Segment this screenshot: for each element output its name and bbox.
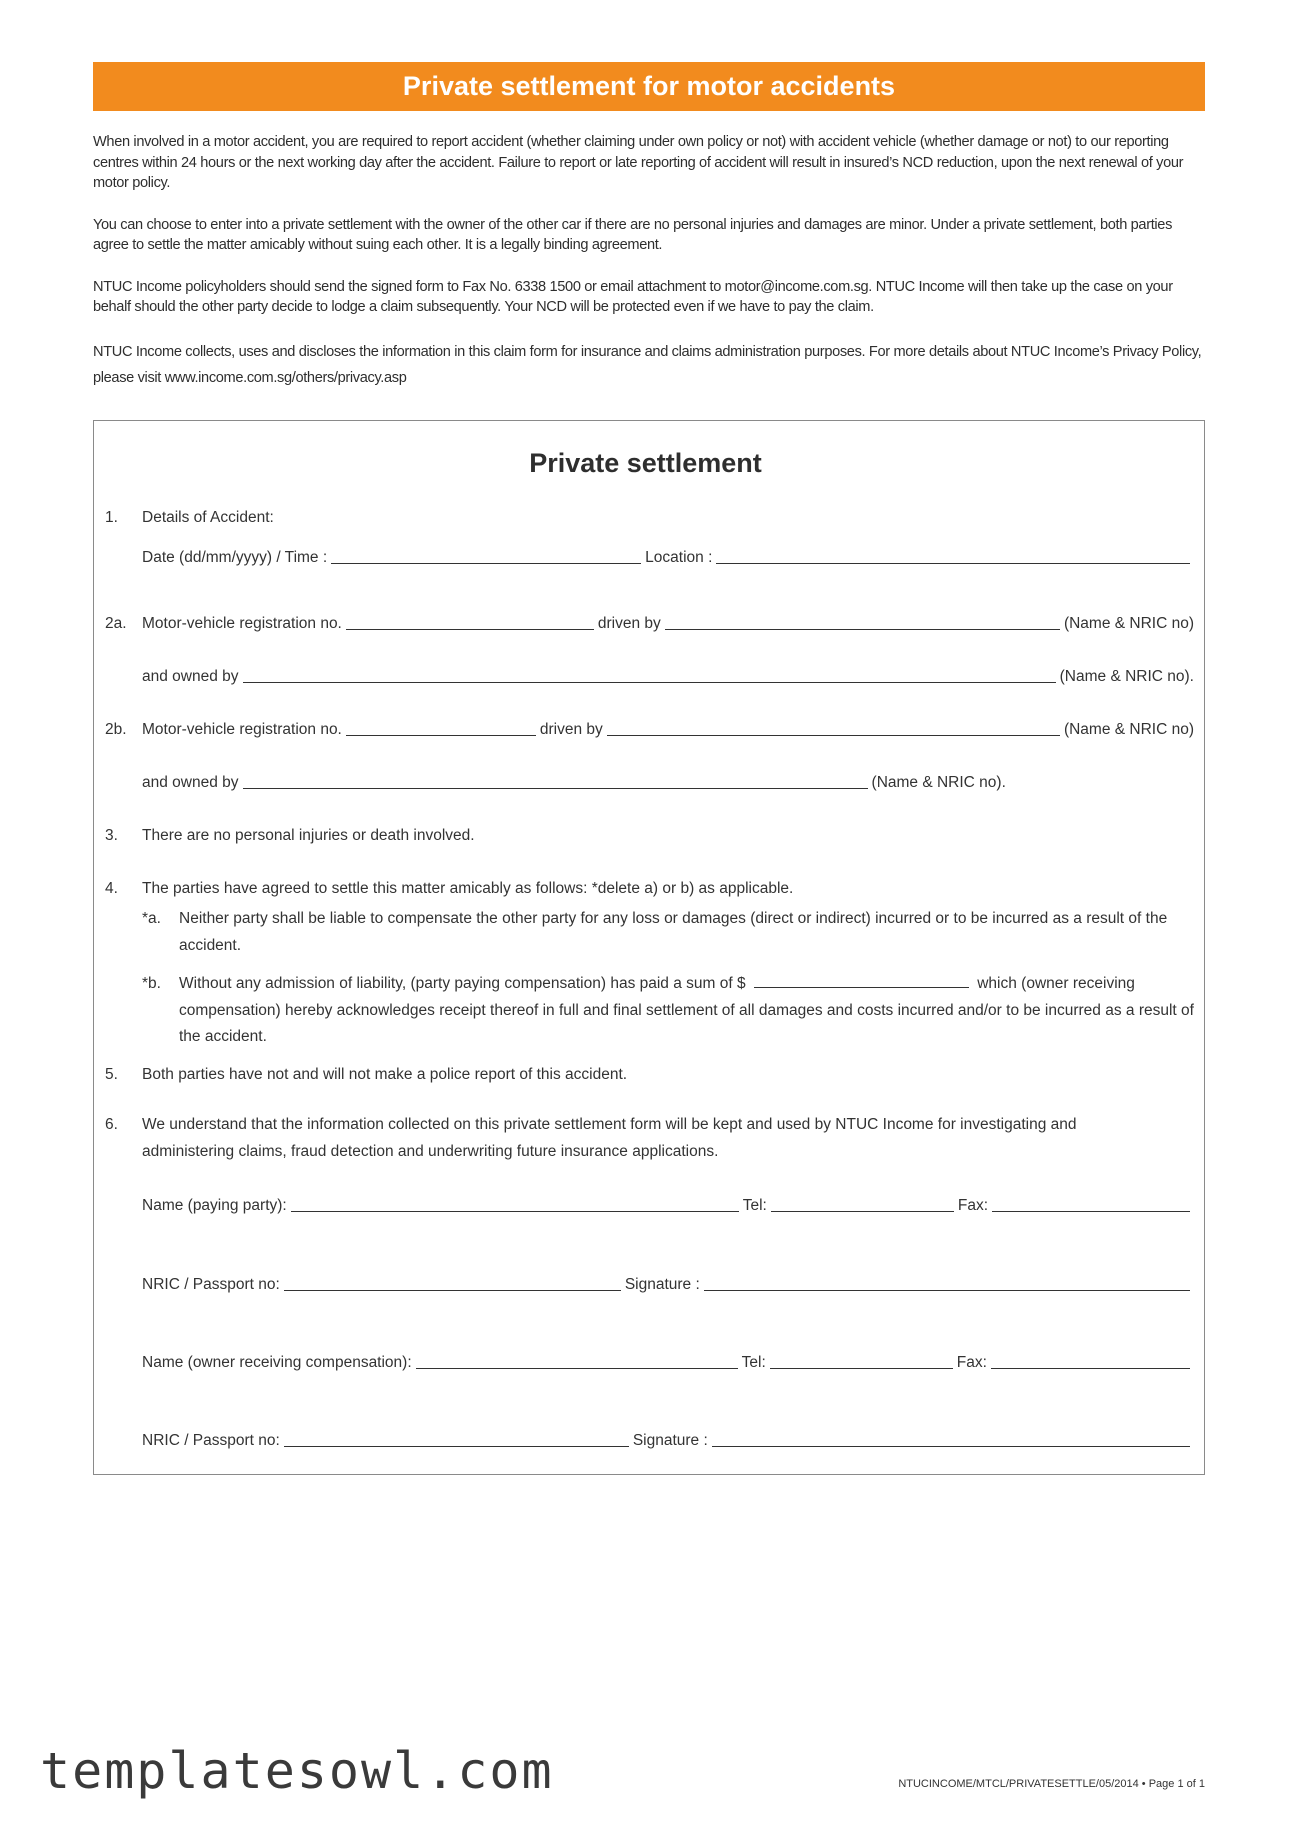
footer-reference: NTUCINCOME/MTCL/PRIVATESETTLE/05/2014 • Page 1 of 1 xyxy=(898,1778,1205,1790)
intro-paragraph-submission: NTUC Income policyholders should send the signed form to Fax No. 6338 1500 or email attachment to motor@income.com.sg. NTUC Income will then take up the case on your behalf should the other party decide to lodge a claim subsequently. Your NCD will be protected even if we have to pay the claim. xyxy=(93,278,1173,315)
vehicle-reg-label: Motor-vehicle registration no. xyxy=(142,615,342,632)
paying-name-field[interactable] xyxy=(291,1197,739,1212)
paying-nric-field[interactable] xyxy=(284,1276,621,1291)
nric-label: NRIC / Passport no: xyxy=(142,1432,280,1449)
section-number: 2a. xyxy=(105,615,127,632)
option-a-paragraph xyxy=(142,906,1194,959)
form-title: Private settlement xyxy=(529,448,762,478)
fax-label: Fax: xyxy=(956,1354,987,1371)
paying-tel-field[interactable] xyxy=(771,1197,954,1212)
compensation-amount-field[interactable] xyxy=(754,975,969,988)
vehicle-b-driver-field[interactable] xyxy=(607,721,1060,736)
driven-by-label: driven by xyxy=(597,615,661,632)
signature-label: Signature : xyxy=(624,1276,700,1293)
section-3-row xyxy=(105,827,1194,845)
section-4-row xyxy=(105,880,1194,898)
section-number: 6. xyxy=(105,1116,118,1133)
nric-label: NRIC / Passport no: xyxy=(142,1276,280,1293)
receiving-fax-field[interactable] xyxy=(991,1354,1190,1369)
section-2b-owner-row xyxy=(105,774,1005,792)
paying-signature-field[interactable] xyxy=(704,1276,1190,1291)
paying-name-label: Name (paying party): xyxy=(142,1197,287,1214)
date-time-field[interactable] xyxy=(331,549,641,564)
location-label: Location : xyxy=(645,549,713,566)
vehicle-a-driver-field[interactable] xyxy=(665,615,1060,630)
intro-paragraph-privacy: NTUC Income collects, uses and discloses the information in this claim form for insurance and claims administration purposes. For more details about NTUC Income’s Privacy Policy, please visit www.income.com.sg/others/privacy.asp xyxy=(93,343,1202,386)
vehicle-b-registration-field[interactable] xyxy=(346,721,536,736)
paying-party-row xyxy=(105,1197,1194,1215)
vehicle-reg-label: Motor-vehicle registration no. xyxy=(142,721,342,738)
vehicle-a-owner-field[interactable] xyxy=(243,668,1056,683)
receiving-nric-row xyxy=(105,1432,1194,1450)
driven-by-label: driven by xyxy=(539,721,603,738)
option-b-text-start: Without any admission of liability, (party paying compensation) has paid a sum of $ xyxy=(179,975,746,992)
name-nric-hint: (Name & NRIC no). xyxy=(871,774,1006,791)
section-number: 5. xyxy=(105,1066,118,1083)
vehicle-b-owner-field[interactable] xyxy=(243,774,868,789)
section-5-text: Both parties have not and will not make a police report of this accident. xyxy=(142,1066,628,1083)
location-field[interactable] xyxy=(716,549,1190,564)
option-b-text-end: which (owner receiving compensation) hereby acknowledges receipt thereof in full and final settlement of all damages and costs incurred and/or to be incurred as a result of the accident. xyxy=(179,975,1194,1045)
page-banner-title: Private settlement for motor accidents xyxy=(93,62,1205,111)
section-6-text: We understand that the information collected on this private settlement form will be kept and used by NTUC Income for investigating and administering claims, fraud detection and underwriting future insurance applications. xyxy=(142,1116,1077,1160)
intro-section xyxy=(93,132,1205,412)
section-2a-owner-row xyxy=(105,668,1194,686)
section-2a-row xyxy=(105,615,1194,633)
section-1-heading-row xyxy=(105,509,1194,527)
fax-label: Fax: xyxy=(957,1197,989,1214)
tel-label: Tel: xyxy=(742,1197,767,1214)
intro-paragraph-settlement: You can choose to enter into a private settlement with the owner of the other car if there are no personal injuries and damages are minor. Under a private settlement, both parties agree to settle the matter amicably without suing each other. It is a legally binding agreement. xyxy=(93,216,1173,253)
watermark-text: templatesowl.com xyxy=(40,1742,554,1800)
name-nric-hint: (Name & NRIC no) xyxy=(1063,615,1194,632)
receiving-tel-field[interactable] xyxy=(770,1354,953,1369)
section-2b-row xyxy=(105,721,1194,739)
section-3-text: There are no personal injuries or death involved. xyxy=(142,827,475,844)
section-number: 1. xyxy=(105,509,118,526)
paying-fax-field[interactable] xyxy=(992,1197,1190,1212)
intro-paragraph-reporting: When involved in a motor accident, you are required to report accident (whether claiming under own policy or not) with accident vehicle (whether damage or not) to our reporting centres within 24 hours or the next working day after the accident. Failure to report or late reporting of accident will result in insured’s NCD reduction, upon the next renewal of your motor policy. xyxy=(93,134,1184,191)
receiving-name-label: Name (owner receiving compensation): xyxy=(142,1354,412,1371)
owned-by-label: and owned by xyxy=(142,774,239,791)
date-time-label: Date (dd/mm/yyyy) / Time : xyxy=(142,549,328,566)
receiving-party-row xyxy=(105,1354,1194,1372)
option-b-mark: *b. xyxy=(142,975,161,992)
section-number: 4. xyxy=(105,880,118,897)
tel-label: Tel: xyxy=(741,1354,766,1371)
section-number: 2b. xyxy=(105,721,127,738)
section-6-paragraph xyxy=(105,1112,1152,1165)
receiving-signature-field[interactable] xyxy=(712,1432,1190,1447)
section-number: 3. xyxy=(105,827,118,844)
name-nric-hint: (Name & NRIC no) xyxy=(1063,721,1194,738)
receiving-nric-field[interactable] xyxy=(284,1432,629,1447)
section-1-heading: Details of Accident: xyxy=(142,509,274,526)
option-b-paragraph xyxy=(142,971,1194,1051)
option-a-mark: *a. xyxy=(142,910,161,927)
vehicle-a-registration-field[interactable] xyxy=(346,615,594,630)
section-4-text: The parties have agreed to settle this matter amicably as follows: *delete a) or b) as applicable. xyxy=(142,880,794,897)
section-5-row xyxy=(105,1066,1194,1084)
receiving-name-field[interactable] xyxy=(416,1354,738,1369)
signature-label: Signature : xyxy=(632,1432,708,1449)
owned-by-label: and owned by xyxy=(142,668,239,685)
accident-details-row xyxy=(105,549,1194,567)
option-a-text: Neither party shall be liable to compensate the other party for any loss or damages (direct or indirect) incurred or to be incurred as a result of the accident. xyxy=(179,910,1168,954)
name-nric-hint: (Name & NRIC no). xyxy=(1059,668,1194,685)
paying-nric-row xyxy=(105,1276,1194,1294)
